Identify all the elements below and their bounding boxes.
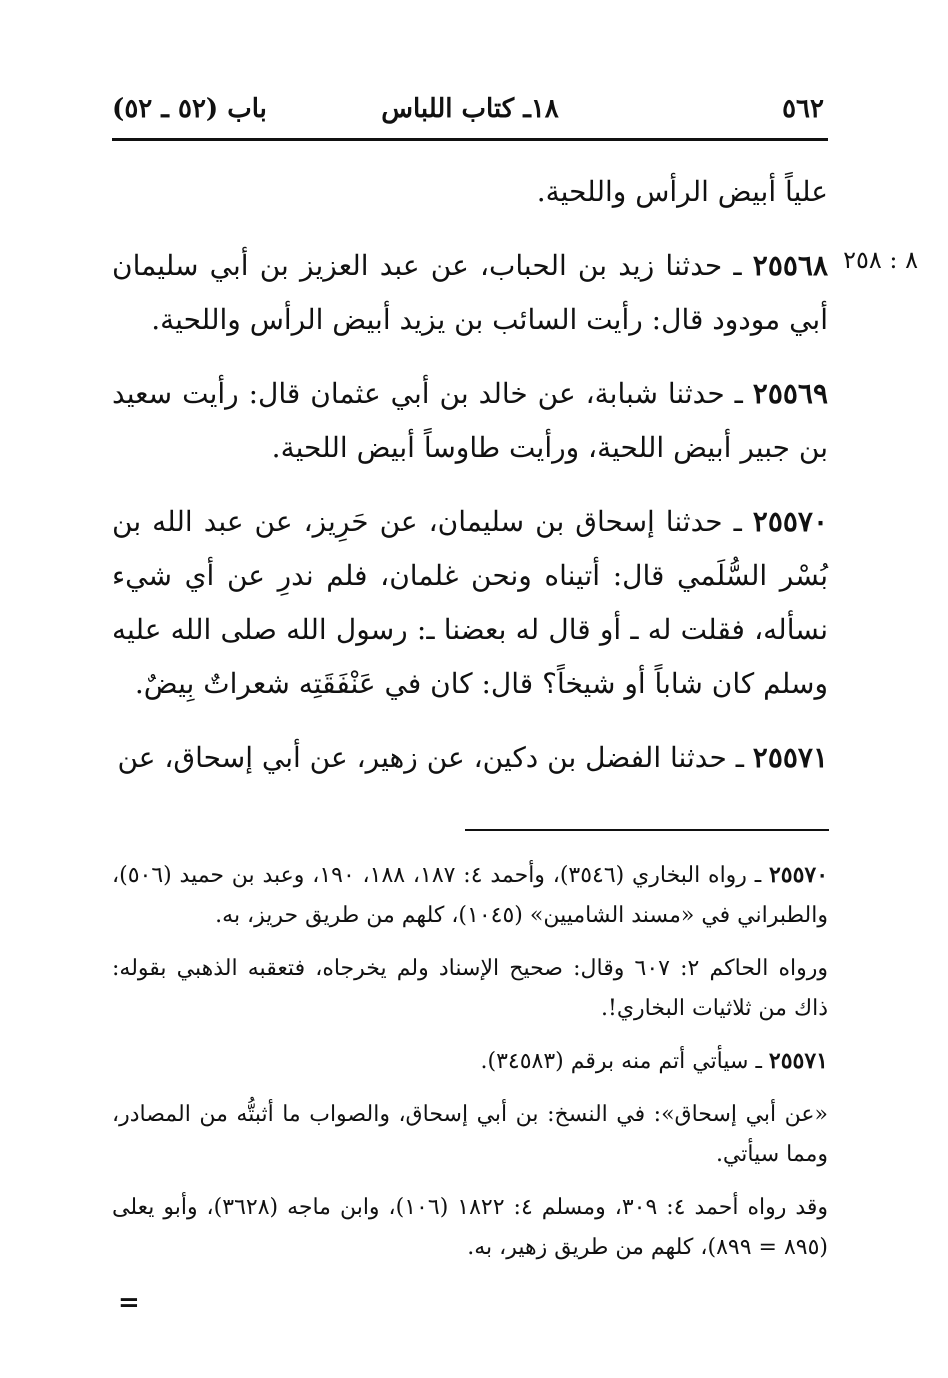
footnote-text: ـ سيأتي أتم منه برقم (٣٤٥٨٣). xyxy=(480,1049,769,1074)
margin-reference: ٨ : ٢٥٨ xyxy=(843,246,918,274)
footnote-text: ورواه الحاكم ٢: ٦٠٧ وقال: صحيح الإسناد ولم يخرجاه، فتعقبه الذهبي بقوله: ذاك من ثلاثيات البخاري!. xyxy=(112,956,828,1021)
footnote xyxy=(112,948,828,1029)
hadith-paragraph xyxy=(112,495,828,711)
hadith-number: ٢٥٥٧١ xyxy=(752,741,828,774)
footnote-text: «عن أبي إسحاق»: في النسخ: بن أبي إسحاق، والصواب ما أثبتُّه من المصادر، ومما سيأتي. xyxy=(112,1102,828,1167)
footnotes xyxy=(112,855,828,1280)
hadith-text: ـ حدثنا إسحاق بن سليمان، عن حَرِيز، عن عبد الله بن بُسْر السُّلَمي قال: أتيناه ونحن غلمان، فلم ندرِ عن أي شيء نسأله، فقلت له ـ أو قال له بعضنا ـ: رسول الله صلى الله عليه وسلم كان شاباً أو شيخاً؟ قال: كان في عَنْفَقَتِه شعراتٌ بِيضٌ. xyxy=(112,505,828,700)
hadith-number: ٢٥٥٦٩ xyxy=(752,377,828,410)
chapter-range: باب (٥٢ ـ ٥٢) xyxy=(112,94,267,124)
hadith-paragraph xyxy=(112,731,828,785)
header-rule xyxy=(112,138,828,141)
footnote-separator xyxy=(465,829,829,831)
footnote xyxy=(112,855,828,936)
footnote-text: ـ رواه البخاري (٣٥٤٦)، وأحمد ٤: ١٨٧، ١٨٨، ١٩٠، وعبد بن حميد (٥٠٦)، والطبراني في «مسند الشاميين» (١٠٤٥)، كلهم من طريق حريز، به. xyxy=(112,863,828,928)
paragraph-text: علياً أبيض الرأس واللحية. xyxy=(536,175,828,208)
footnote-number: ٢٥٥٧٠ xyxy=(768,862,829,888)
footnote-text: وقد رواه أحمد ٤: ٣٠٩، ومسلم ٤: ١٨٢٢ (١٠٦)، وابن ماجه (٣٦٢٨)، وأبو يعلى (٨٩٥ = ٨٩٩)، كلهم من طريق زهير، به. xyxy=(112,1195,829,1260)
hadith-paragraph xyxy=(112,367,828,475)
page-number: ٥٦٢ xyxy=(782,94,824,124)
footnote xyxy=(112,1187,828,1268)
book-title: ١٨ـ كتاب اللباس xyxy=(381,94,559,124)
hadith-paragraph xyxy=(112,239,828,347)
footnote xyxy=(112,1041,828,1082)
hadith-number: ٢٥٥٧٠ xyxy=(752,505,828,538)
hadith-text: ـ حدثنا شبابة، عن خالد بن أبي عثمان قال: رأيت سعيد بن جبير أبيض اللحية، ورأيت طاوساً أبيض اللحية. xyxy=(112,377,828,464)
continuation-mark: = xyxy=(118,1288,140,1318)
hadith-text: ـ حدثنا زيد بن الحباب، عن عبد العزيز بن أبي سليمان أبي مودود قال: رأيت السائب بن يزيد أبيض الرأس واللحية. xyxy=(112,249,828,336)
hadith-number: ٢٥٥٦٨ xyxy=(752,249,828,282)
footnote-number: ٢٥٥٧١ xyxy=(768,1048,828,1074)
hadith-text: ـ حدثنا الفضل بن دكين، عن زهير، عن أبي إسحاق، عن xyxy=(117,741,753,774)
main-text xyxy=(112,165,828,805)
page-header xyxy=(112,88,828,136)
paragraph-continuation xyxy=(112,165,828,219)
footnote xyxy=(112,1094,828,1175)
